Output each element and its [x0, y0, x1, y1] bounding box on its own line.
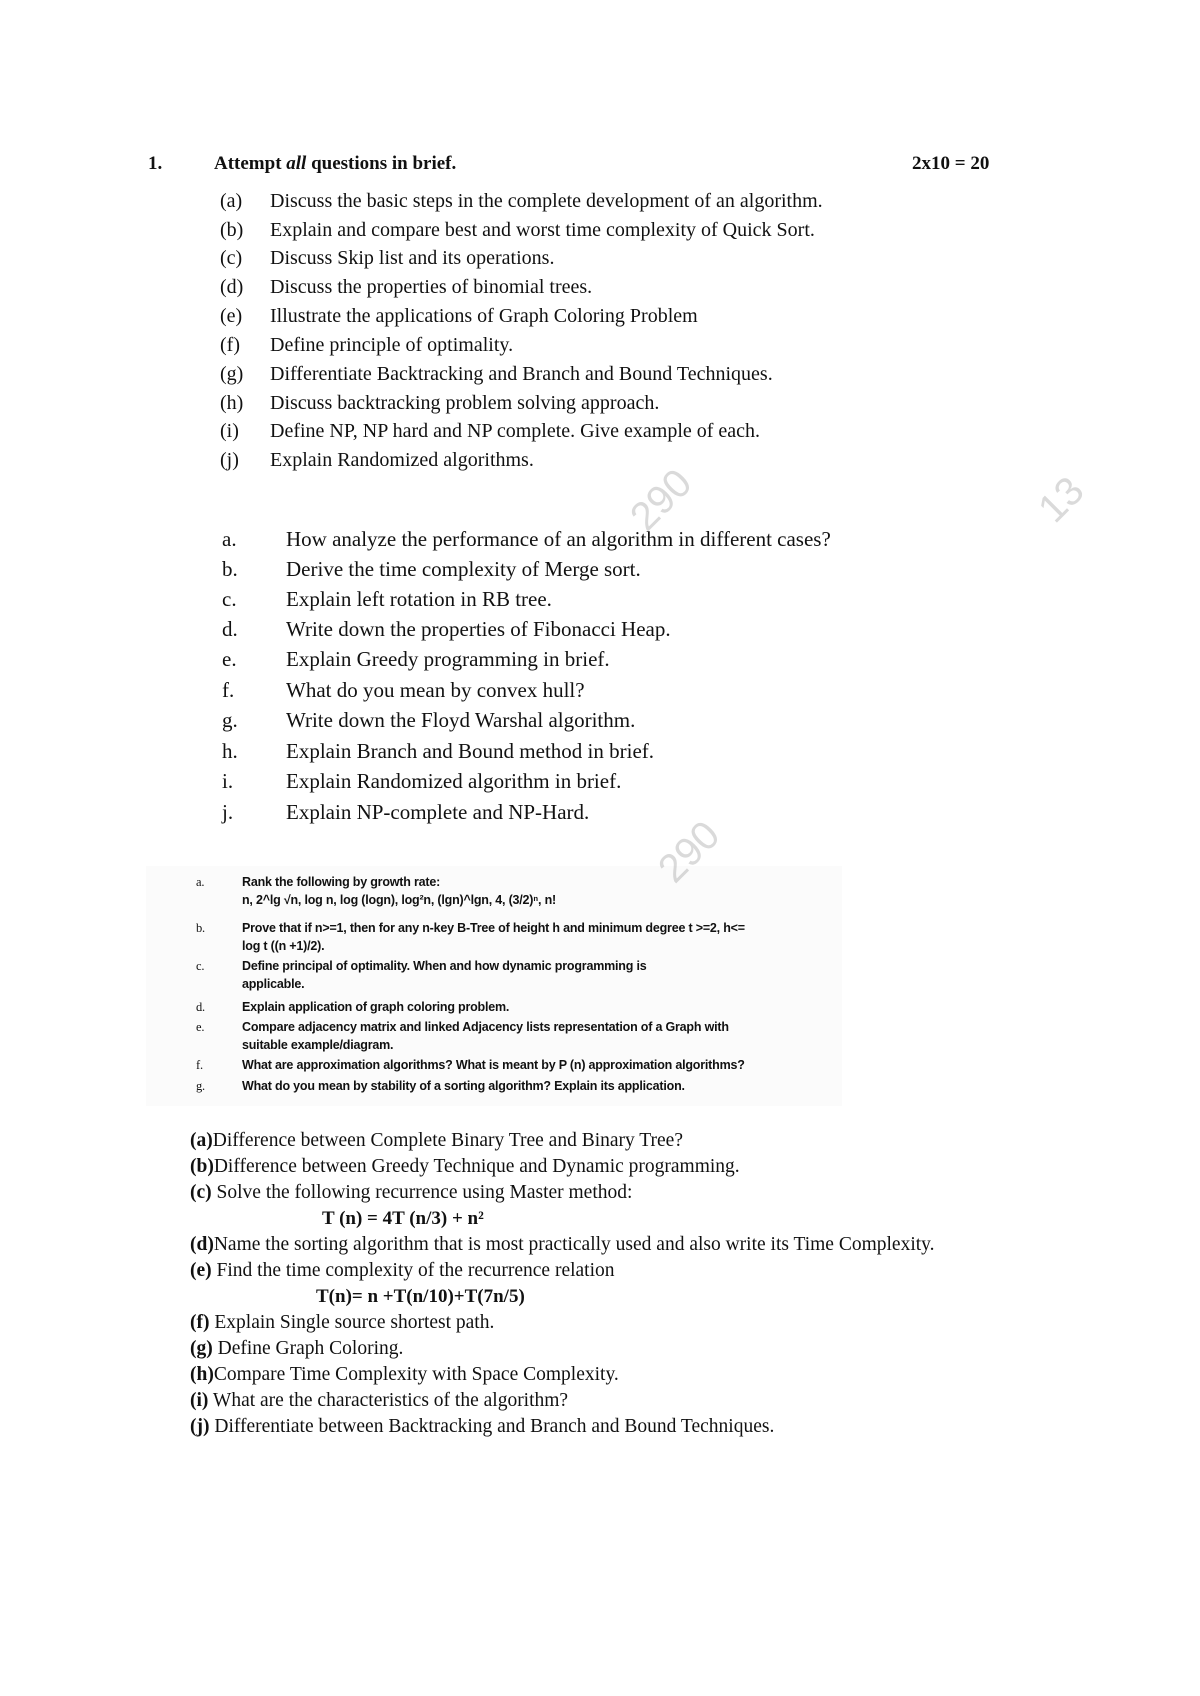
item-text: What are the characteristics of the algorithm? — [208, 1390, 569, 1411]
item-text: Explain Single source shortest path. — [209, 1312, 495, 1333]
list-item — [196, 875, 440, 890]
item-text: What are approximation algorithms? What is meant by P (n) approximation algorithms? — [242, 1058, 745, 1072]
item-label: j. — [222, 800, 234, 824]
list-item — [220, 392, 659, 415]
item-label: (b) — [190, 1156, 214, 1177]
item-continuation: applicable. — [242, 977, 305, 991]
item-text: Difference between Complete Binary Tree and Binary Tree? — [212, 1130, 683, 1151]
recurrence-equation: T(n)= n +T(n/10)+T(7n/5) — [316, 1286, 525, 1307]
list-item — [196, 959, 646, 974]
item-text: How analyze the performance of an algorithm in different cases? — [286, 527, 831, 551]
list-item — [220, 363, 773, 386]
item-label: (g) — [190, 1338, 213, 1359]
item-label: (i) — [220, 420, 239, 442]
item-continuation: suitable example/diagram. — [242, 1038, 394, 1052]
list-item — [220, 276, 592, 299]
list-item — [220, 190, 823, 213]
list-item — [222, 557, 641, 582]
list-item — [190, 1312, 494, 1334]
item-text: Differentiate Backtracking and Branch and Bound Techniques. — [270, 363, 773, 385]
item-text: Write down the Floyd Warshal algorithm. — [286, 708, 636, 732]
question-heading — [214, 153, 456, 175]
list-item — [222, 647, 610, 672]
marks-label: 2x10 = 20 — [912, 153, 990, 174]
item-label: (e) — [190, 1260, 212, 1281]
item-label: (d) — [190, 1234, 214, 1255]
item-label: (j) — [220, 449, 239, 471]
list-item — [220, 334, 513, 357]
question-number: 1. — [148, 153, 163, 174]
item-text: Differentiate between Backtracking and Branch and Bound Techniques. — [209, 1416, 775, 1437]
item-text: Explain Randomized algorithms. — [270, 449, 534, 471]
item-text: Find the time complexity of the recurrence relation — [211, 1260, 615, 1281]
watermark: 290 — [622, 460, 701, 540]
item-text: Explain application of graph coloring problem. — [242, 1000, 510, 1014]
list-item — [190, 1156, 740, 1178]
item-text: Rank the following by growth rate: — [242, 875, 441, 889]
item-label: g. — [196, 1079, 205, 1093]
list-item — [190, 1338, 403, 1360]
list-item — [190, 1390, 568, 1412]
item-label: f. — [196, 1058, 203, 1072]
item-continuation: n, 2^lg √n, log n, log (logn), log²n, (lgn)^lgn, 4, (3/2)ⁿ, n! — [242, 893, 556, 907]
item-label: g. — [222, 708, 238, 732]
item-label: (b) — [220, 219, 244, 241]
item-label: a. — [196, 875, 205, 889]
list-item — [190, 1260, 615, 1282]
item-text: Prove that if n>=1, then for any n-key B-Tree of height h and minimum degree t >=2, h<= — [242, 921, 745, 935]
list-item — [196, 921, 745, 936]
item-label: h. — [222, 739, 238, 763]
item-label: (h) — [220, 392, 244, 414]
item-text: Name the sorting algorithm that is most practically used and also write its Time Complexity. — [213, 1234, 935, 1255]
item-text: Define principal of optimality. When and how dynamic programming is — [242, 959, 647, 973]
item-text: Compare adjacency matrix and linked Adjacency lists representation of a Graph with — [242, 1020, 729, 1034]
item-label: (i) — [190, 1390, 209, 1411]
recurrence-equation: T (n) = 4T (n/3) + n² — [322, 1208, 484, 1229]
item-label: (f) — [220, 334, 240, 356]
item-text: Define NP, NP hard and NP complete. Give example of each. — [270, 420, 761, 442]
item-text: Discuss Skip list and its operations. — [270, 247, 555, 269]
list-item — [222, 617, 671, 642]
list-item — [220, 420, 760, 443]
list-item — [222, 527, 831, 552]
item-text: Explain Randomized algorithm in brief. — [286, 769, 622, 793]
item-label: i. — [222, 769, 234, 793]
item-text: Explain left rotation in RB tree. — [286, 587, 552, 611]
list-item — [190, 1234, 935, 1256]
item-label: d. — [222, 617, 238, 641]
item-text: Explain Branch and Bound method in brief. — [286, 739, 655, 763]
item-label: (c) — [190, 1182, 212, 1203]
item-label: c. — [222, 587, 237, 611]
item-text: Define Graph Coloring. — [212, 1338, 404, 1359]
item-text: Define principle of optimality. — [270, 334, 514, 356]
item-label: c. — [196, 959, 205, 973]
list-item — [220, 247, 554, 270]
list-item — [196, 1079, 685, 1094]
list-item — [190, 1416, 774, 1438]
item-label: e. — [222, 647, 237, 671]
item-label: e. — [196, 1020, 205, 1034]
item-text: Compare Time Complexity with Space Complexity. — [213, 1364, 619, 1385]
item-text: Illustrate the applications of Graph Coloring Problem — [270, 305, 698, 327]
item-text: Discuss backtracking problem solving approach. — [270, 392, 660, 414]
item-label: (j) — [190, 1416, 210, 1437]
item-text: Write down the properties of Fibonacci Heap. — [286, 617, 671, 641]
item-text: Discuss the basic steps in the complete development of an algorithm. — [270, 190, 823, 212]
list-item — [190, 1130, 683, 1152]
list-item — [222, 739, 654, 764]
list-item — [222, 678, 585, 703]
list-item — [220, 449, 534, 472]
item-label: (h) — [190, 1364, 214, 1385]
heading-post: questions in brief. — [306, 153, 457, 174]
list-item — [190, 1364, 619, 1386]
item-label: d. — [196, 1000, 205, 1014]
item-label: (a) — [220, 190, 243, 212]
list-item — [222, 708, 635, 733]
item-text: What do you mean by stability of a sorting algorithm? Explain its application. — [242, 1079, 685, 1093]
item-text: Explain NP-complete and NP-Hard. — [286, 800, 590, 824]
item-text: Explain Greedy programming in brief. — [286, 647, 610, 671]
item-text: Discuss the properties of binomial trees. — [270, 276, 593, 298]
list-item — [222, 769, 621, 794]
list-item — [222, 587, 552, 612]
list-item — [220, 219, 815, 242]
item-label: f. — [222, 678, 235, 702]
item-label: b. — [222, 557, 238, 581]
list-item — [196, 1000, 509, 1015]
item-text: What do you mean by convex hull? — [286, 678, 585, 702]
list-item — [196, 1058, 745, 1073]
list-item — [190, 1182, 632, 1204]
list-item — [196, 1020, 729, 1035]
item-text: Solve the following recurrence using Master method: — [211, 1182, 633, 1203]
item-label: (a) — [190, 1130, 213, 1151]
item-continuation: log t ((n +1)/2). — [242, 939, 325, 953]
watermark: 13 — [1030, 468, 1093, 532]
item-text: Derive the time complexity of Merge sort. — [286, 557, 641, 581]
item-label: (d) — [220, 276, 244, 298]
item-label: a. — [222, 527, 237, 551]
list-item — [220, 305, 698, 328]
watermark: 290 — [650, 812, 729, 892]
item-label: (e) — [220, 305, 243, 327]
item-label: (f) — [190, 1312, 210, 1333]
item-label: b. — [196, 921, 205, 935]
heading-emphasis: all — [286, 153, 307, 174]
item-text: Explain and compare best and worst time complexity of Quick Sort. — [270, 219, 815, 241]
item-text: Difference between Greedy Technique and Dynamic programming. — [213, 1156, 740, 1177]
item-label: (g) — [220, 363, 244, 385]
heading-pre: Attempt — [214, 153, 287, 174]
list-item — [222, 800, 589, 825]
item-label: (c) — [220, 247, 243, 269]
